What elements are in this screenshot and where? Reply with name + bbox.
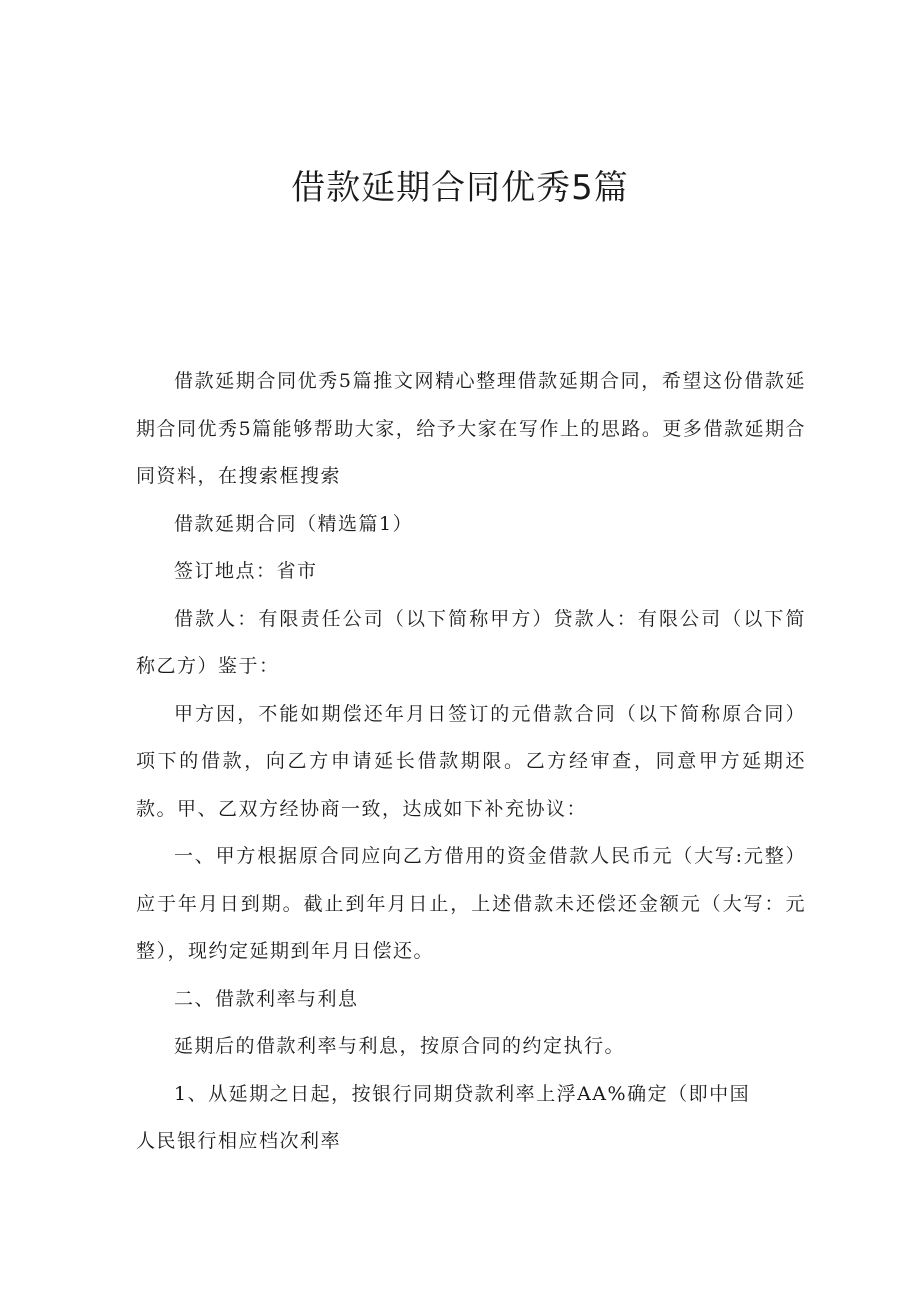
document-title: 借款延期合同优秀5篇 [291, 168, 629, 208]
clause-two-heading: 二、借款利率与利息 [174, 987, 359, 1010]
signing-place: 签订地点：省市 [174, 560, 318, 582]
section-heading: 借款延期合同（精选篇1） [174, 512, 414, 535]
clause-two-text: 延期后的借款利率与利息，按原合同的约定执行。 [174, 1035, 626, 1057]
document-body [136, 358, 806, 1166]
clause-two-item-1: 1、从延期之日起，按银行同期贷款利率上浮AA%确定（即中国 [174, 1082, 751, 1105]
clause-two-item-1-continued: 人民银行相应档次利率 [136, 1130, 342, 1152]
parties-paragraph: 借款人：有限责任公司（以下简称甲方）贷款人：有限公司（以下简称乙方）鉴于： [136, 607, 806, 677]
clause-one: 一、甲方根据原合同应向乙方借用的资金借款人民币元（大写:元整）应于年月日到期。截止到年月日止，上述借款未还偿还金额元（大写：元整），现约定延期到年月日偿还。 [136, 845, 806, 962]
intro-paragraph: 借款延期合同优秀5篇推文网精心整理借款延期合同，希望这份借款延期合同优秀5篇能够帮助大家，给予大家在写作上的思路。更多借款延期合同资料，在搜索框搜索 [136, 370, 806, 487]
background-paragraph: 甲方因，不能如期偿还年月日签订的元借款合同（以下简称原合同）项下的借款，向乙方申请延长借款期限。乙方经审查，同意甲方延期还款。甲、乙双方经协商一致，达成如下补充协议： [136, 702, 806, 820]
